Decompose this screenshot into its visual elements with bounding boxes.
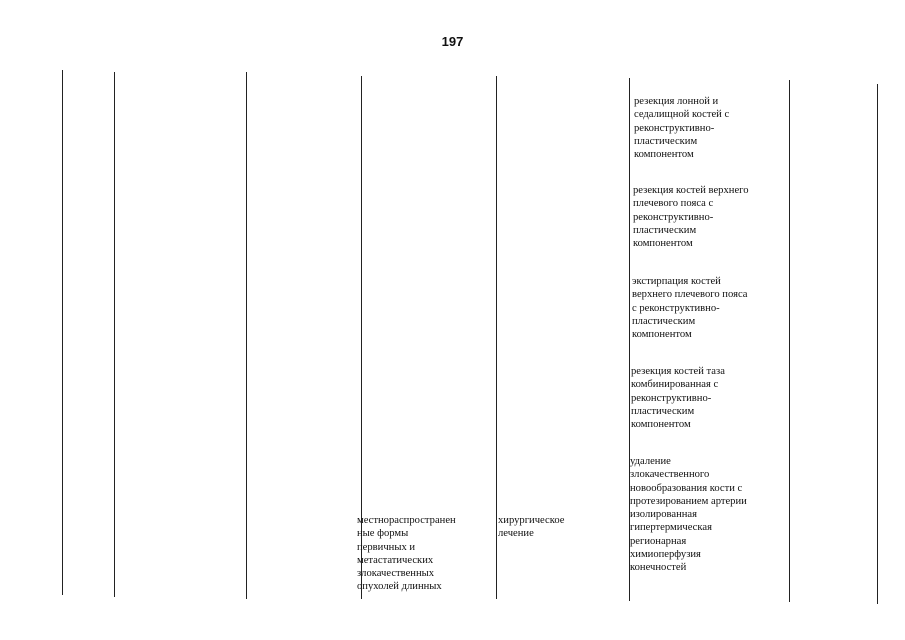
procedure-line: компонентом [633, 238, 693, 250]
procedure-line: комбинированная с [631, 379, 719, 391]
procedure-line: конечностей [630, 562, 687, 574]
diagnosis-line: ные формы [357, 528, 409, 540]
procedure-line: удаление [630, 456, 671, 467]
procedure-line: резекция лонной и [634, 96, 719, 107]
procedure-line: верхнего плечевого пояса [632, 289, 748, 301]
procedure-line: химиоперфузия [630, 549, 701, 561]
procedure-line: пластическим [633, 224, 697, 236]
diagnosis-cell [357, 514, 456, 594]
procedure-line: гипертермическая [630, 522, 712, 534]
procedure-line: пластическим [632, 315, 696, 327]
treatment-line: хирургическое [498, 515, 565, 526]
column-divider [789, 80, 790, 602]
procedure-line: пластическим [634, 135, 698, 147]
column-divider [246, 72, 247, 599]
procedure-item [634, 95, 729, 161]
procedure-line: реконструктивно- [631, 392, 712, 404]
procedure-item [631, 365, 725, 431]
diagnosis-line: злокачественных [357, 568, 435, 580]
diagnosis-line: метастатических [357, 554, 434, 566]
procedure-item [630, 455, 747, 575]
treatment-line: лечение [498, 528, 534, 540]
procedure-line: новообразования кости с [630, 482, 743, 494]
diagnosis-line: первичных и [357, 541, 416, 553]
procedure-line: седалищной костей с [634, 109, 730, 121]
procedure-line: компонентом [634, 149, 694, 161]
procedure-line: реконструктивно- [633, 211, 714, 223]
procedure-item [633, 184, 749, 250]
column-divider [114, 72, 115, 597]
procedure-line: резекция костей таза [631, 366, 725, 377]
column-divider [877, 84, 878, 604]
procedure-line: злокачественного [630, 469, 710, 481]
column-divider [62, 70, 63, 595]
procedure-line: компонентом [632, 329, 692, 341]
procedure-line: протезированием артерии [630, 495, 747, 507]
procedure-item [632, 275, 747, 341]
diagnosis-line: опухолей длинных [357, 581, 442, 593]
procedure-line: с реконструктивно- [632, 302, 720, 314]
procedure-line: компонентом [631, 419, 691, 431]
procedure-line: пластическим [631, 405, 695, 417]
procedure-line: регионарная [630, 535, 687, 547]
treatment-cell [498, 514, 564, 541]
column-divider [496, 76, 497, 599]
procedure-line: плечевого пояса с [633, 198, 714, 210]
diagnosis-line: местнораспространен [357, 515, 456, 526]
procedure-line: реконструктивно- [634, 122, 715, 134]
procedure-line: экстирпация костей [632, 276, 721, 287]
procedure-line: резекция костей верхнего [633, 185, 749, 196]
page-number: 197 [441, 34, 464, 49]
procedure-line: изолированная [630, 509, 697, 521]
